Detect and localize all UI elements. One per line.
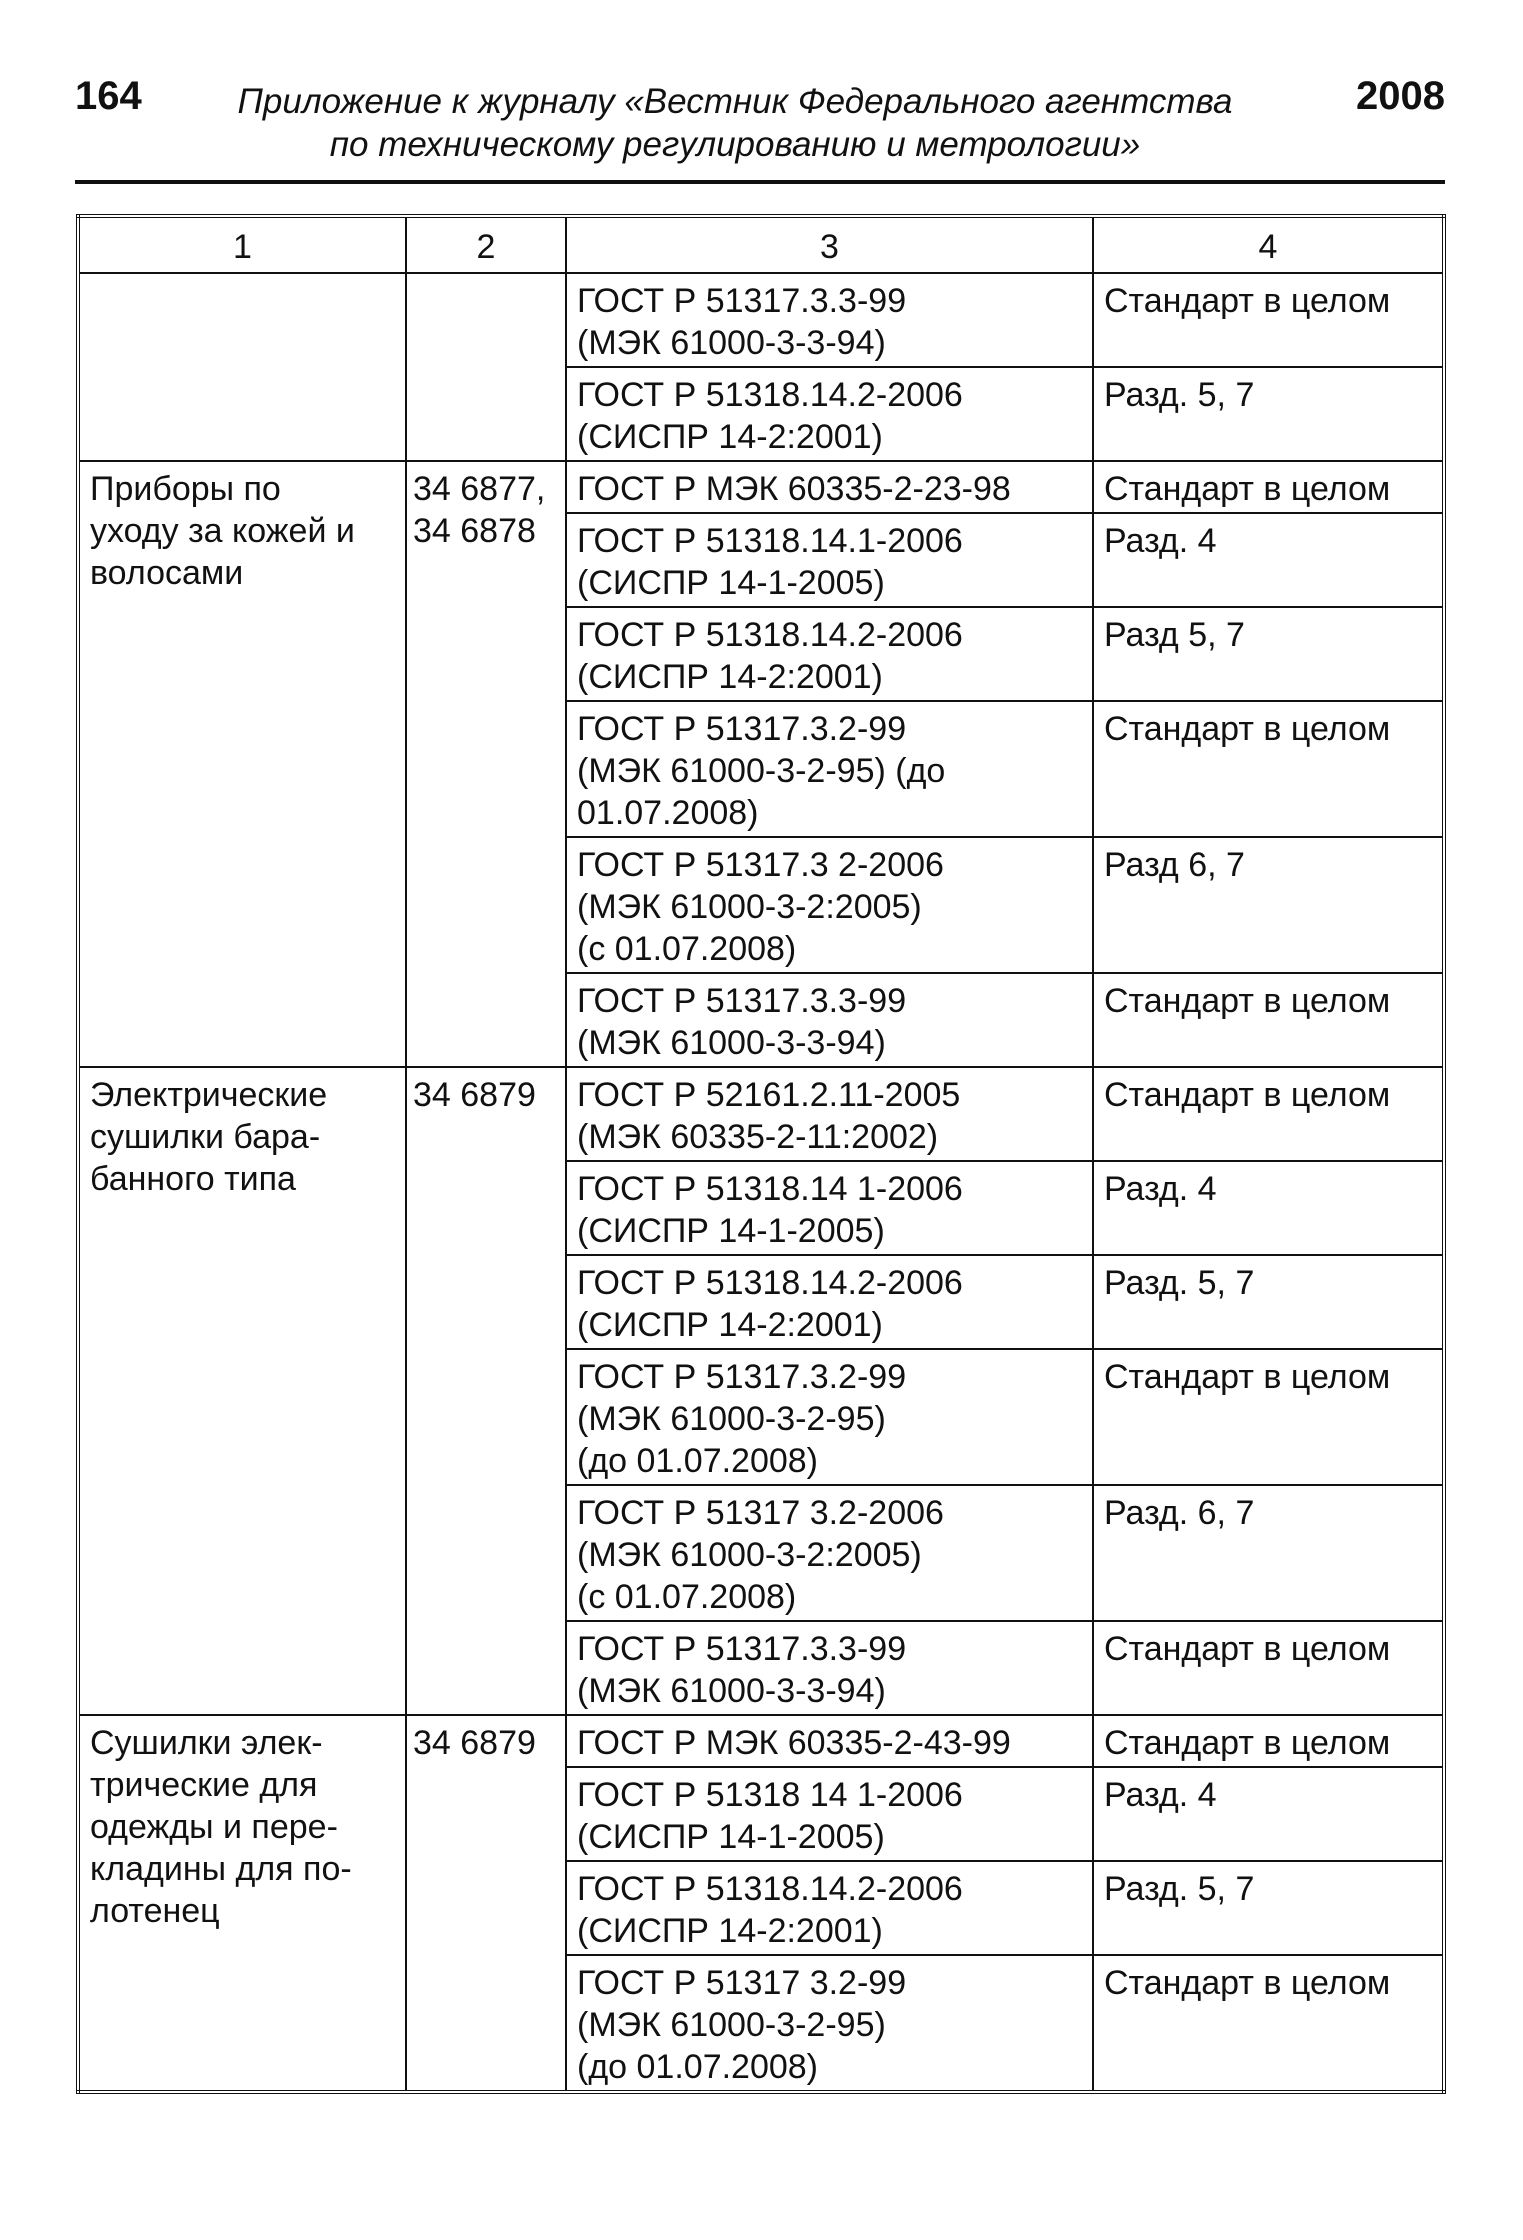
table-row <box>78 273 1444 367</box>
standard-cell: ГОСТ Р 51317.3.3-99 (МЭК 61000-3-3-94) <box>566 973 1093 1067</box>
standard-cell: ГОСТ Р 51317 3.2-2006 (МЭК 61000-3-2:2005) (с 01.07.2008) <box>566 1485 1093 1621</box>
scope-cell: Разд 5, 7 <box>1093 607 1444 701</box>
scope-cell: Стандарт в целом <box>1093 1715 1444 1767</box>
scope-cell: Стандарт в целом <box>1093 1621 1444 1715</box>
table-row <box>78 1715 1444 1767</box>
scope-cell: Стандарт в целом <box>1093 1955 1444 2092</box>
scope-cell: Разд. 5, 7 <box>1093 1255 1444 1349</box>
scope-cell: Стандарт в целом <box>1093 273 1444 367</box>
standard-cell: ГОСТ Р 51318 14 1-2006 (СИСПР 14-1-2005) <box>566 1767 1093 1861</box>
product-name-cell: Электрические сушилки бара- банного типа <box>78 1067 406 1715</box>
scope-cell: Разд. 6, 7 <box>1093 1485 1444 1621</box>
standard-cell: ГОСТ Р 51317.3.3-99 (МЭК 61000-3-3-94) <box>566 273 1093 367</box>
year: 2008 <box>1356 74 1445 118</box>
column-header-2: 2 <box>406 216 566 273</box>
product-code-cell <box>406 273 566 461</box>
product-code-cell: 34 6877, 34 6878 <box>406 461 566 1067</box>
scope-cell: Разд. 4 <box>1093 513 1444 607</box>
scope-cell: Стандарт в целом <box>1093 1349 1444 1485</box>
product-code-cell: 34 6879 <box>406 1715 566 2092</box>
journal-title-line-1: Приложение к журналу «Вестник Федерального агентства <box>237 82 1233 121</box>
standard-cell: ГОСТ Р 52161.2.11-2005 (МЭК 60335-2-11:2002) <box>566 1067 1093 1161</box>
standard-cell: ГОСТ Р 51317.3.3-99 (МЭК 61000-3-3-94) <box>566 1621 1093 1715</box>
standard-cell: ГОСТ Р 51317.3.2-99 (МЭК 61000-3-2-95) (до 01.07.2008) <box>566 1349 1093 1485</box>
scope-cell: Разд. 4 <box>1093 1767 1444 1861</box>
column-header-4: 4 <box>1093 216 1444 273</box>
standard-cell: ГОСТ Р 51317 3.2-99 (МЭК 61000-3-2-95) (до 01.07.2008) <box>566 1955 1093 2092</box>
product-name-cell: Сушилки элек- трические для одежды и пере- кладины для по- лотенец <box>78 1715 406 2092</box>
page-header <box>75 70 1445 190</box>
standard-cell: ГОСТ Р 51318.14.2-2006 (СИСПР 14-2:2001) <box>566 367 1093 461</box>
standard-cell: ГОСТ Р 51317.3.2-99 (МЭК 61000-3-2-95) (до 01.07.2008) <box>566 701 1093 837</box>
standard-cell: ГОСТ Р 51318.14 1-2006 (СИСПР 14-1-2005) <box>566 1161 1093 1255</box>
scope-cell: Стандарт в целом <box>1093 461 1444 513</box>
product-code-cell: 34 6879 <box>406 1067 566 1715</box>
column-header-3: 3 <box>566 216 1093 273</box>
journal-title-line-2: по техническому регулированию и метрологии» <box>329 125 1141 164</box>
standard-cell: ГОСТ Р 51318.14.2-2006 (СИСПР 14-2:2001) <box>566 607 1093 701</box>
standards-table <box>76 214 1446 2094</box>
column-number-row <box>78 216 1444 273</box>
scope-cell: Разд 6, 7 <box>1093 837 1444 973</box>
standard-cell: ГОСТ Р 51318.14.2-2006 (СИСПР 14-2:2001) <box>566 1255 1093 1349</box>
product-name-cell: Приборы по уходу за кожей и волосами <box>78 461 406 1067</box>
scope-cell: Разд. 5, 7 <box>1093 1861 1444 1955</box>
scope-cell: Разд. 5, 7 <box>1093 367 1444 461</box>
standard-cell: ГОСТ Р 51317.3 2-2006 (МЭК 61000-3-2:2005) (с 01.07.2008) <box>566 837 1093 973</box>
journal-title <box>175 80 1295 166</box>
column-header-1: 1 <box>78 216 406 273</box>
table-row <box>78 461 1444 513</box>
scope-cell: Разд. 4 <box>1093 1161 1444 1255</box>
scope-cell: Стандарт в целом <box>1093 973 1444 1067</box>
table-row <box>78 1067 1444 1161</box>
scope-cell: Стандарт в целом <box>1093 1067 1444 1161</box>
standard-cell: ГОСТ Р МЭК 60335-2-43-99 <box>566 1715 1093 1767</box>
standard-cell: ГОСТ Р 51318.14.1-2006 (СИСПР 14-1-2005) <box>566 513 1093 607</box>
table-body <box>78 273 1444 2092</box>
standard-cell: ГОСТ Р МЭК 60335-2-23-98 <box>566 461 1093 513</box>
header-divider <box>75 180 1445 184</box>
product-name-cell <box>78 273 406 461</box>
standard-cell: ГОСТ Р 51318.14.2-2006 (СИСПР 14-2:2001) <box>566 1861 1093 1955</box>
page-number: 164 <box>75 74 142 118</box>
scope-cell: Стандарт в целом <box>1093 701 1444 837</box>
